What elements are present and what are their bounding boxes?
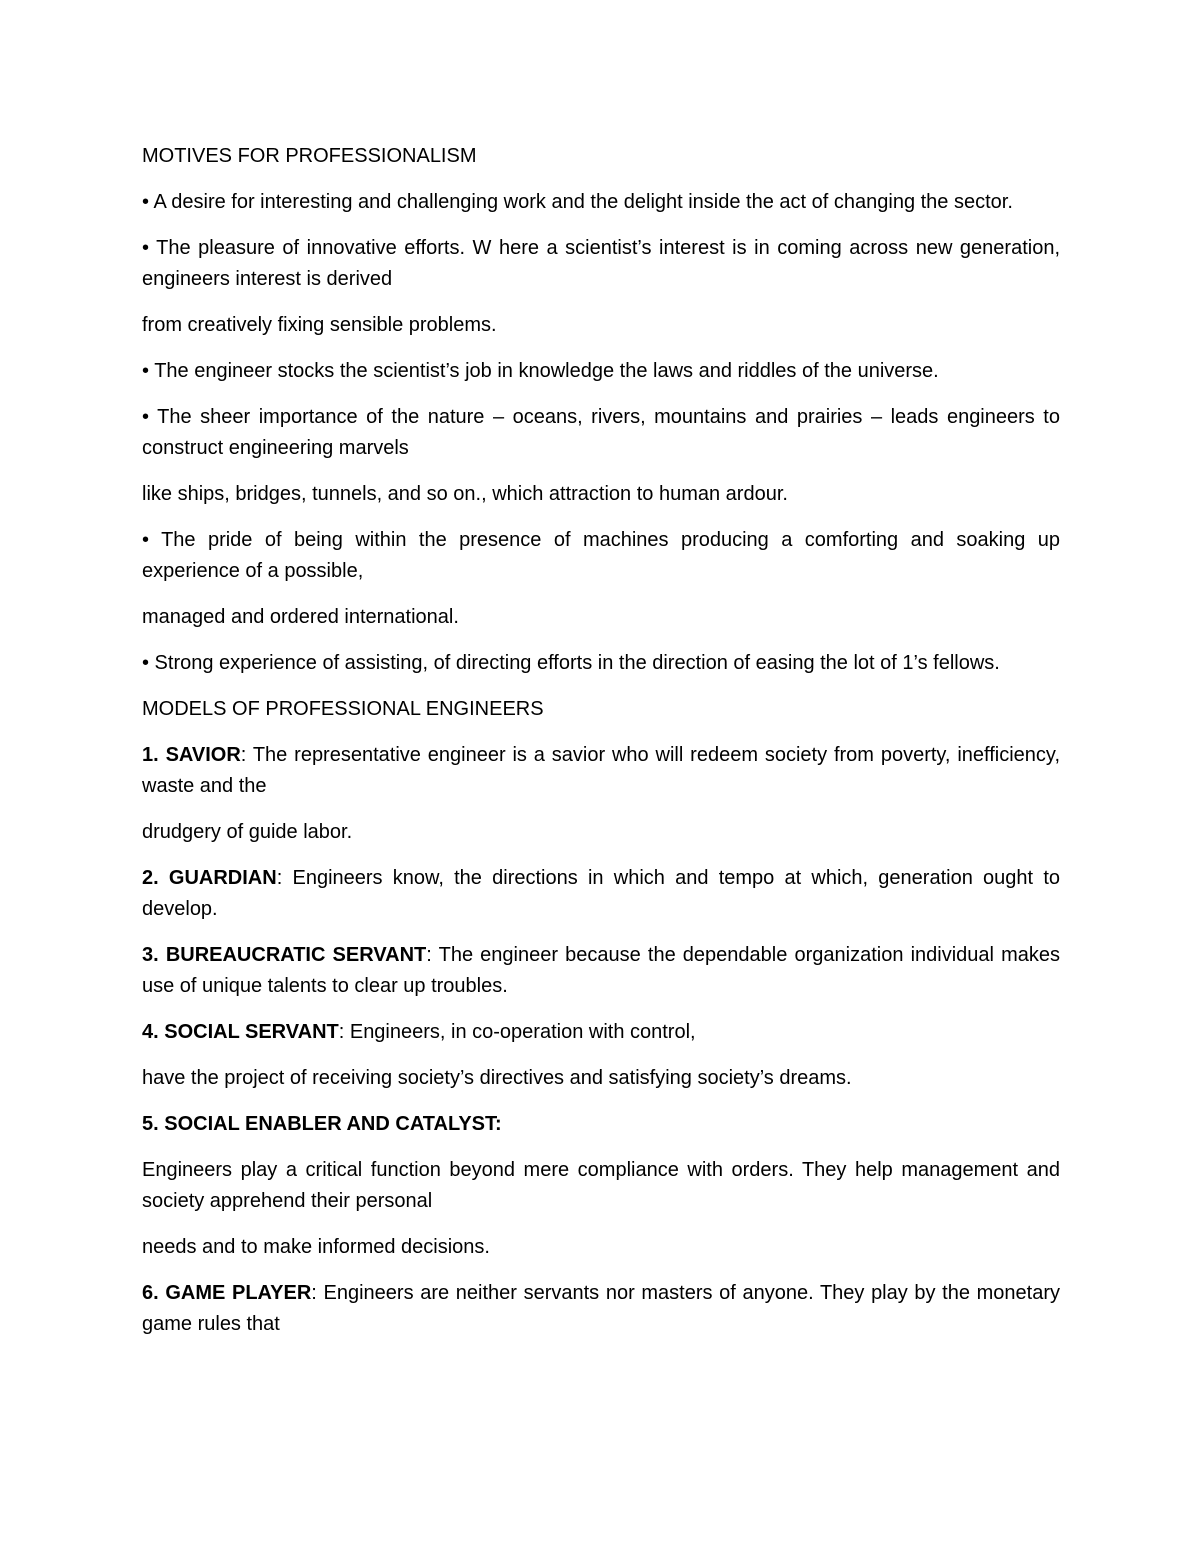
model-savior-continuation: drudgery of guide labor.	[142, 821, 353, 843]
model-social-servant-continuation: have the project of receiving society’s directives and satisfying society’s dreams.	[142, 1067, 852, 1089]
document-body	[142, 141, 1060, 1355]
motive-item: • The pride of being within the presence of machines producing a comforting and soaking up experience of a possible,	[142, 529, 1060, 582]
model-savior	[142, 740, 1060, 802]
model-term: SAVIOR	[165, 744, 241, 766]
model-text: : Engineers, in co-operation with control,	[338, 1021, 696, 1043]
model-text: : The engineer because the dependable organization individual makes use of unique talents to clear up troubles.	[142, 944, 1060, 997]
model-social-enabler-text: Engineers play a critical function beyond mere compliance with orders. They help management and society apprehend their personal	[142, 1159, 1060, 1212]
model-number: 4.	[142, 1021, 159, 1043]
motive-item: • The sheer importance of the nature – oceans, rivers, mountains and prairies – leads engineers to construct engineering marvels	[142, 406, 1060, 459]
model-social-enabler	[142, 1109, 1060, 1140]
motive-item: • The engineer stocks the scientist’s job in knowledge the laws and riddles of the universe.	[142, 360, 939, 382]
model-term: GAME PLAYER	[165, 1282, 312, 1304]
model-number: 6.	[142, 1282, 159, 1304]
model-social-servant	[142, 1017, 1060, 1048]
model-term: SOCIAL ENABLER AND CATALYST:	[164, 1113, 502, 1135]
model-social-enabler-continuation: needs and to make informed decisions.	[142, 1236, 490, 1258]
model-number: 1.	[142, 744, 159, 766]
motive-item: • Strong experience of assisting, of directing efforts in the direction of easing the lot of 1’s fellows.	[142, 652, 1000, 674]
model-text: : Engineers know, the directions in which and tempo at which, generation ought to develop.	[142, 867, 1061, 920]
heading-motives: MOTIVES FOR PROFESSIONALISM	[142, 145, 477, 167]
model-text: : The representative engineer is a savior who will redeem society from poverty, inefficiency, waste and the	[142, 744, 1061, 797]
model-number: 5.	[142, 1113, 159, 1135]
model-term: BUREAUCRATIC SERVANT	[165, 944, 427, 966]
motive-item: • The pleasure of innovative efforts. W here a scientist’s interest is in coming across new generation, engineers interest is derived	[142, 237, 1060, 290]
motive-item-continuation: managed and ordered international.	[142, 606, 459, 628]
heading-models: MODELS OF PROFESSIONAL ENGINEERS	[142, 698, 544, 720]
motive-item-continuation: from creatively fixing sensible problems.	[142, 314, 497, 336]
model-number: 3.	[142, 944, 159, 966]
model-guardian	[142, 863, 1060, 925]
motive-item-continuation: like ships, bridges, tunnels, and so on., which attraction to human ardour.	[142, 483, 788, 505]
model-bureaucratic-servant	[142, 940, 1060, 1002]
model-game-player	[142, 1278, 1060, 1340]
model-text: : Engineers are neither servants nor masters of anyone. They play by the monetary game rules that	[142, 1282, 1061, 1335]
model-term: GUARDIAN	[168, 867, 277, 889]
model-number: 2.	[142, 867, 159, 889]
model-term: SOCIAL SERVANT	[164, 1021, 339, 1043]
motive-item: • A desire for interesting and challenging work and the delight inside the act of changing the sector.	[142, 191, 1013, 213]
